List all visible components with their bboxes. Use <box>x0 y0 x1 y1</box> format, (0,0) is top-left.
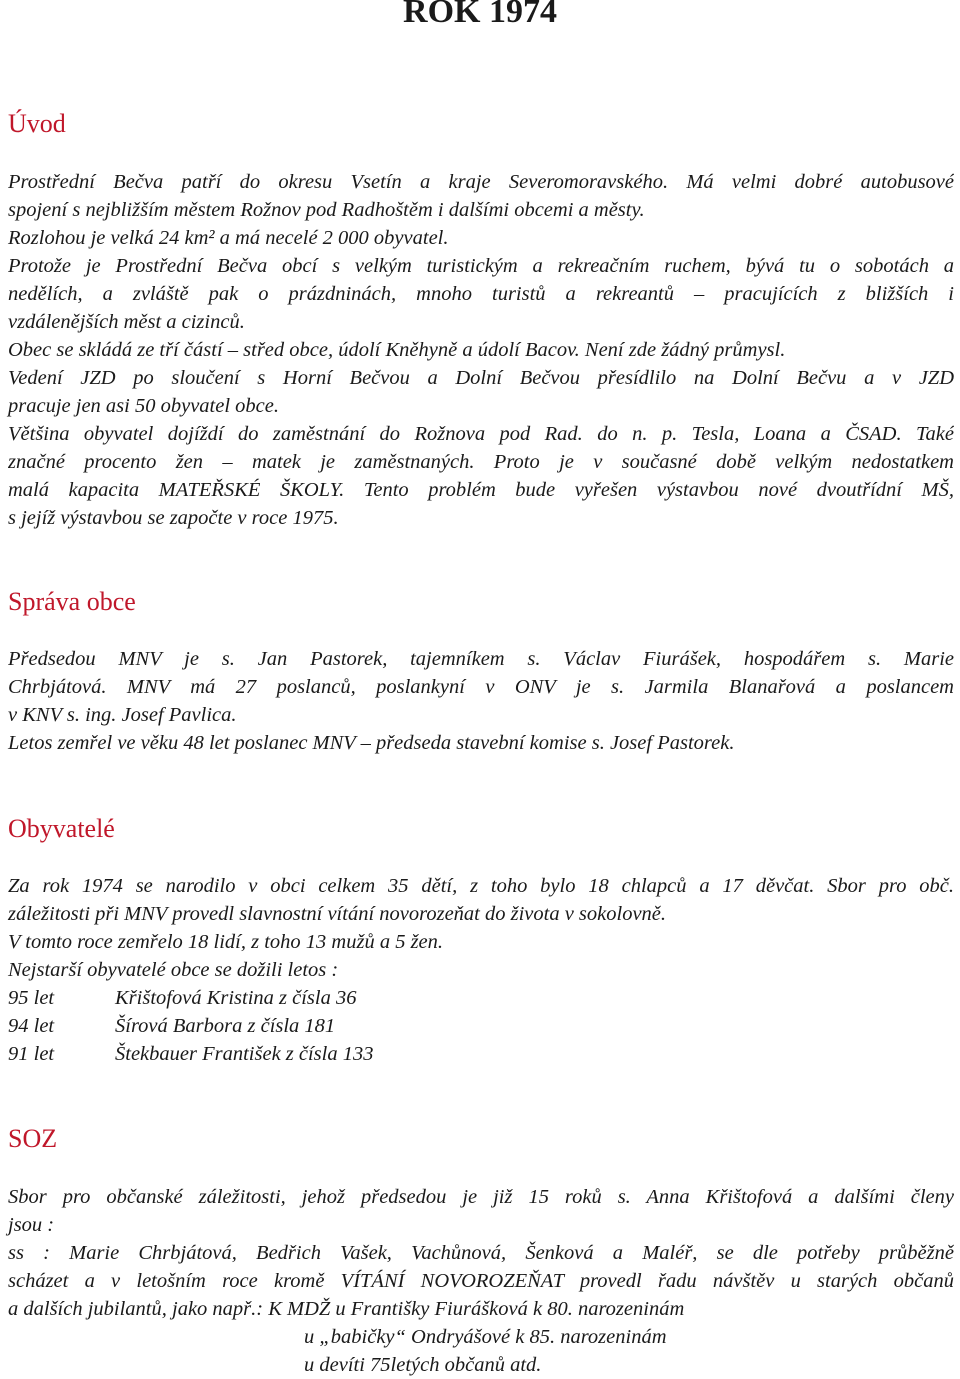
text-line: Sbor pro občanské záležitosti, jehož předsedou je již 15 roků s. Anna Křištofová a dalšími členy <box>8 1186 954 1208</box>
text-line: Obec se skládá ze tří částí – střed obce, údolí Kněhyně a údolí Bacov. Není zde žádný průmysl. <box>8 339 786 361</box>
text-line: ss : Marie Chrbjátová, Bedřich Vašek, Vachůnová, Šenková a Maléř, se dle potřeby průběžně <box>8 1242 954 1264</box>
text-line-indented <box>8 1351 954 1379</box>
text-line-indented <box>8 1323 954 1351</box>
text-line: Většina obyvatel dojíždí do zaměstnání do Rožnova pod Rad. do n. p. Tesla, Loana a ČSAD. Také <box>8 423 954 445</box>
text-line: V tomto roce zemřelo 18 lidí, z toho 13 mužů a 5 žen. <box>8 931 444 953</box>
text-line: v KNV s. ing. Josef Pavlica. <box>8 704 237 726</box>
heading-obyvatele: Obyvatelé <box>8 814 115 843</box>
text-line: Předsedou MNV je s. Jan Pastorek, tajemníkem s. Václav Fiurášek, hospodářem s. Marie <box>8 648 954 670</box>
paragraph-obyvatele <box>8 872 954 1068</box>
text-line: malá kapacita MATEŘSKÉ ŠKOLY. Tento problém bude vyřešen výstavbou nové dvoutřídní MŠ, <box>8 479 954 501</box>
text-line: spojení s nejbližším městem Rožnov pod Radhoštěm i dalšími obcemi a městy. <box>8 199 645 221</box>
text-line: Rozlohou je velká 24 km² a má necelé 2 000 obyvatel. <box>8 227 449 249</box>
text-line: značné procento žen – matek je zaměstnaných. Proto je v současné době velkým nedostatkem <box>8 451 954 473</box>
oldest-resident-name: Křištofová Kristina z čísla 36 <box>115 987 357 1009</box>
text-line: a dalších jubilantů, jako např.: K MDŽ u Františky Fiurášková k 80. narozeninám <box>8 1298 685 1320</box>
heading-soz: SOZ <box>8 1124 58 1153</box>
text-line: Nejstarší obyvatelé obce se dožili letos : <box>8 959 339 981</box>
text-line: nedělích, a zvláště pak o prázdninách, mnoho turistů a rekreantů – pracujících z bližších i <box>8 283 954 305</box>
text-line: záležitosti při MNV provedl slavnostní vítání novorozeňat do života v sokolovně. <box>8 903 667 925</box>
text-line: Vedení JZD po sloučení s Horní Bečvou a Dolní Bečvou přesídlilo na Dolní Bečvu a v JZD <box>8 367 954 389</box>
oldest-resident-age: 95 let <box>8 987 55 1009</box>
oldest-resident-row <box>8 984 954 1012</box>
indented-text: u „babičky“ Ondryášové k 85. narozeninám <box>304 1326 667 1348</box>
text-line: jsou : <box>8 1214 55 1236</box>
oldest-resident-age: 94 let <box>8 1015 55 1037</box>
text-line: s jejíž výstavbou se započte v roce 1975. <box>8 507 339 529</box>
oldest-resident-row <box>8 1040 954 1068</box>
text-line: Za rok 1974 se narodilo v obci celkem 35 dětí, z toho bylo 18 chlapců a 17 děvčat. Sbor pro obč. <box>8 875 954 897</box>
heading-uvod: Úvod <box>8 109 66 138</box>
oldest-resident-row <box>8 1012 954 1040</box>
indented-text: u devíti 75letých občanů atd. <box>304 1354 542 1376</box>
text-line: Chrbjátová. MNV má 27 poslanců, poslankyní v ONV je s. Jarmila Blanařová a poslancem <box>8 676 954 698</box>
paragraph-soz <box>8 1183 954 1379</box>
text-line: scházet a v letošním roce kromě VÍTÁNÍ NOVOROZEŇAT provedl řadu návštěv u starých občanů <box>8 1270 954 1292</box>
paragraph-uvod <box>8 168 954 532</box>
text-line: vzdálenějších měst a cizinců. <box>8 311 245 333</box>
paragraph-sprava-obce <box>8 645 954 757</box>
text-line: Prostřední Bečva patří do okresu Vsetín a kraje Severomoravského. Má velmi dobré autobusové <box>8 171 954 193</box>
oldest-resident-name: Šírová Barbora z čísla 181 <box>115 1015 336 1037</box>
oldest-resident-name: Štekbauer František z čísla 133 <box>115 1043 374 1065</box>
oldest-resident-age: 91 let <box>8 1043 55 1065</box>
text-line: Protože je Prostřední Bečva obcí s velkým turistickým a rekreačním ruchem, bývá tu o sobotách a <box>8 255 954 277</box>
text-line: pracuje jen asi 50 obyvatel obce. <box>8 395 279 417</box>
heading-sprava-obce: Správa obce <box>8 587 136 616</box>
document-title: ROK 1974 <box>403 0 557 30</box>
text-line: Letos zemřel ve věku 48 let poslanec MNV – předseda stavební komise s. Josef Pastorek. <box>8 732 735 754</box>
